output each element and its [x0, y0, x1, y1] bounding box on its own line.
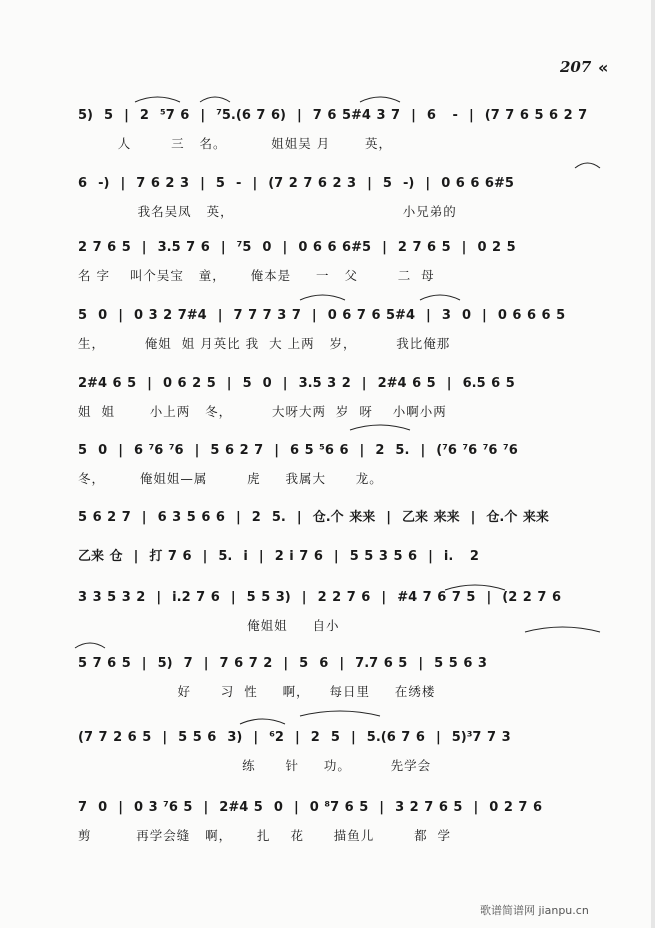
slur-mark: [300, 711, 380, 716]
notes-line: 2 7 6 5 | 3.5 7 6 | ⁷5 0 | 0 6 6 6#5 | 2 7 6 5 | 0 2 5: [78, 240, 516, 255]
slur-mark: [300, 295, 345, 300]
page-edge: [651, 0, 655, 928]
notes-line: (7 7 2 6 5 | 5 5 6 3) | ⁶2 | 2 5 | 5.(6 7 6 | 5)³7 7 3: [78, 730, 511, 745]
notes-line: 5) 5 | 2 ⁵7 6 | ⁷5.(6 7 6) | 7 6 5#4 3 7 | 6 - | (7 7 6 5 6 2 7: [78, 108, 588, 123]
lyrics-line: 好 习 性 啊， 每日里 在绣楼: [78, 684, 436, 699]
slur-mark: [350, 425, 410, 430]
lyrics-line: 俺姐姐 自小: [78, 618, 340, 633]
notes-line: 2#4 6 5 | 0 6 2 5 | 5 0 | 3.5 3 2 | 2#4 6 5 | 6.5 6 5: [78, 376, 515, 391]
lyrics-line: 练 针 功。 先学会: [78, 758, 432, 773]
notes-line: 7 0 | 0 3 ⁷6 5 | 2#4 5 0 | 0 ⁸7 6 5 | 3 2 7 6 5 | 0 2 7 6: [78, 800, 543, 815]
notes-line: 乙来 仓 | 打 7 6 | 5. i | 2 i 7 6 | 5 5 3 5 6 | i. 2: [78, 549, 479, 564]
notes-line: 3 3 5 3 2 | i.2 7 6 | 5 5 3) | 2 2 7 6 | #4 7 6 7 5 | (2 2 7 6: [78, 590, 561, 605]
notes-line: 6 -) | 7 6 2 3 | 5 - | (7 2 7 6 2 3 | 5 -) | 0 6 6 6#5: [78, 176, 514, 191]
slur-mark: [360, 97, 400, 102]
lyrics-line: 姐 姐 小上两 冬， 大呀大两 岁 呀 小啊小两: [78, 404, 447, 419]
lyrics-line: 我名吴凤 英， 小兄弟的: [78, 204, 457, 219]
lyrics-line: 名 字 叫个吴宝 童， 俺本是 一 父 二 母: [78, 268, 435, 283]
notes-line: 5 0 | 6 ⁷6 ⁷6 | 5 6 2 7 | 6 5 ⁵6 6 | 2 5. | (⁷6 ⁷6 ⁷6 ⁷6: [78, 443, 518, 458]
site-watermark: 歌谱简谱网 jianpu.cn: [480, 904, 589, 917]
slur-mark: [135, 97, 180, 102]
page-mark-icon: «: [598, 58, 609, 77]
notes-line: 5 7 6 5 | 5) 7 | 7 6 7 2 | 5 6 | 7.7 6 5 | 5 5 6 3: [78, 656, 487, 671]
notes-line: 5 6 2 7 | 6 3 5 6 6 | 2 5. | 仓.个 来来 | 乙来 来来 | 仓.个 来来: [78, 510, 549, 525]
notes-line: 5 0 | 0 3 2 7#4 | 7 7 7 3 7 | 0 6 7 6 5#4 | 3 0 | 0 6 6 6 5: [78, 308, 566, 323]
lyrics-line: 剪 再学会缝 啊， 扎 花 描鱼儿 都 学: [78, 828, 452, 843]
lyrics-line: 生， 俺姐 姐 月英比 我 大 上两 岁， 我比俺那: [78, 336, 451, 351]
slur-mark: [75, 643, 105, 648]
slur-mark: [240, 719, 285, 724]
slur-mark: [200, 97, 230, 102]
slur-mark: [575, 163, 600, 168]
page-number: 207: [560, 58, 592, 76]
slur-mark: [420, 295, 460, 300]
lyrics-line: 冬， 俺姐姐—属 虎 我属大 龙。: [78, 471, 383, 486]
lyrics-line: 人 三 名。 姐姐吴 月 英，: [78, 136, 393, 151]
